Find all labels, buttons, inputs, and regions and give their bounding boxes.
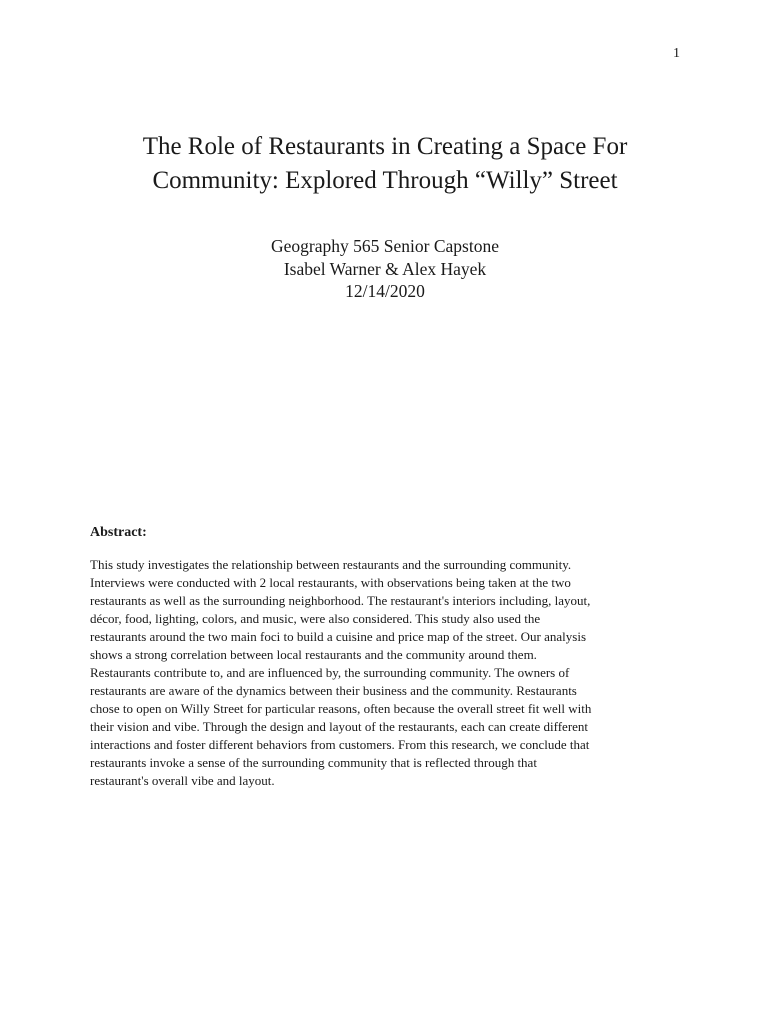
abstract-line: Interviews were conducted with 2 local restaurants, with observations being taken at the two bbox=[90, 575, 571, 590]
abstract-line: Restaurants contribute to, and are influenced by, the surrounding community. The owners of bbox=[90, 665, 570, 680]
title-meta bbox=[60, 235, 710, 303]
abstract-line: restaurants are aware of the dynamics between their business and the community. Restaurants bbox=[90, 683, 577, 698]
abstract-line: restaurants invoke a sense of the surrounding community that is reflected through that bbox=[90, 755, 537, 770]
title-line: The Role of Restaurants in Creating a Space For bbox=[142, 133, 628, 160]
title-line: Community: Explored Through “Willy” Street bbox=[152, 167, 618, 194]
course-name: Geography 565 Senior Capstone bbox=[271, 236, 499, 256]
abstract-line: chose to open on Willy Street for particular reasons, often because the overall street fit well with bbox=[90, 701, 592, 716]
abstract-body bbox=[90, 556, 680, 790]
abstract-line: This study investigates the relationship between restaurants and the surrounding community. bbox=[90, 557, 572, 572]
abstract-line: restaurants around the two main foci to build a cuisine and price map of the street. Our analysis bbox=[90, 629, 587, 644]
abstract-heading: Abstract: bbox=[90, 525, 147, 540]
abstract-line: interactions and foster different behaviors from customers. From this research, we conclude that bbox=[90, 737, 590, 752]
abstract-line: décor, food, lighting, colors, and music, were also considered. This study also used the bbox=[90, 611, 541, 626]
abstract-line: shows a strong correlation between local restaurants and the community around them. bbox=[90, 647, 537, 662]
authors: Isabel Warner & Alex Hayek bbox=[283, 258, 487, 279]
abstract-line: their vision and vibe. Through the design and layout of the restaurants, each can create different bbox=[90, 719, 589, 734]
page-number: 1 bbox=[673, 46, 680, 61]
document-title bbox=[60, 130, 710, 198]
document-date: 12/14/2020 bbox=[345, 281, 425, 301]
abstract-line: restaurant's overall vibe and layout. bbox=[90, 773, 275, 788]
abstract-line: restaurants as well as the surrounding neighborhood. The restaurant's interiors including, layout, bbox=[90, 593, 591, 608]
